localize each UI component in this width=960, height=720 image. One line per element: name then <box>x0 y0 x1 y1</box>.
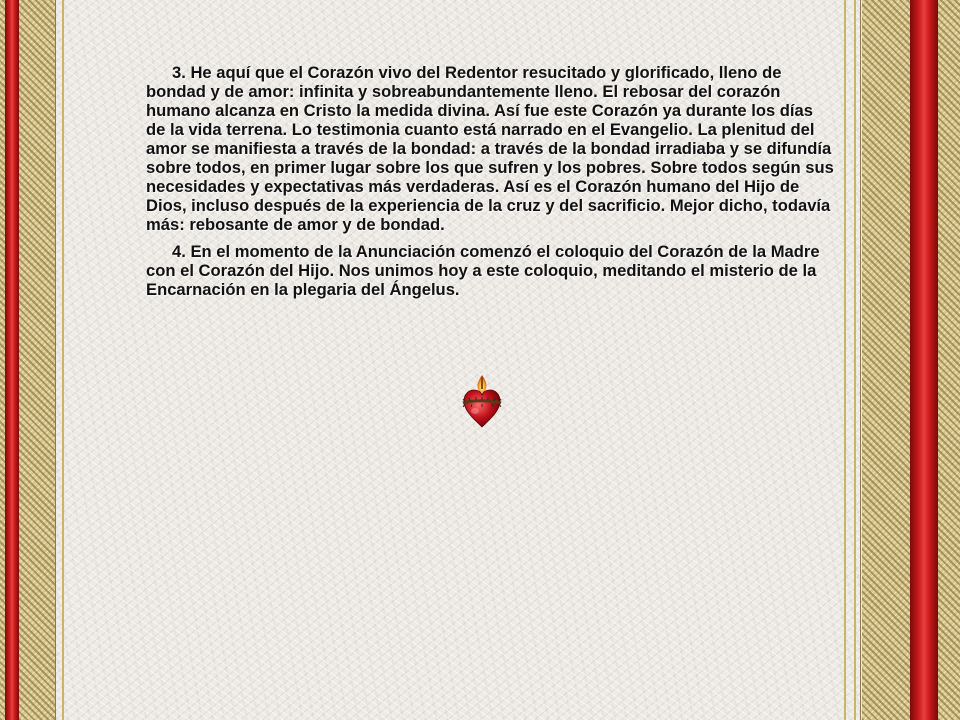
left-thin-gold-line <box>62 0 64 720</box>
document-text <box>146 63 836 299</box>
right-thin-gold-line-2 <box>854 0 856 720</box>
right-divider-line <box>860 0 861 720</box>
right-border <box>840 0 960 720</box>
left-gold-band <box>19 0 55 720</box>
left-border <box>0 0 70 720</box>
right-gold-edge <box>938 0 960 720</box>
paragraph-3: 3. He aquí que el Corazón vivo del Redentor resucitado y glorificado, lleno de bondad y de amor: infinita y sobreabundantemente lleno. El rebosar del corazón humano alcanza en Cristo la medida divina. Así fue este Corazón ya durante los días de la vida terrena. Lo testimonia cuanto está narrado en el Evangelio. La plenitud del amor se manifiesta a través de la bondad: a través de la bondad irradiaba y se difundía sobre todos, en primer lugar sobre los que sufren y los pobres. Sobre todos según sus necesidades y expectativas más verdaderas. Así es el Corazón humano del Hijo de Dios, incluso después de la experiencia de la cruz y del sacrificio. Mejor dicho, todavía más: rebosante de amor y de bondad. <box>146 63 834 234</box>
sacred-heart-icon <box>460 373 504 429</box>
right-gold-band <box>862 0 910 720</box>
paragraph-4: 4. En el momento de la Anunciación comenzó el coloquio del Corazón de la Madre con el Corazón del Hijo. Nos unimos hoy a este coloquio, meditando el misterio de la Encarnación en la plegaria del Ángelus. <box>146 242 820 299</box>
right-thin-gold-line-1 <box>844 0 846 720</box>
left-divider-line <box>55 0 56 720</box>
left-red-band <box>5 0 19 720</box>
right-red-band <box>910 0 938 720</box>
